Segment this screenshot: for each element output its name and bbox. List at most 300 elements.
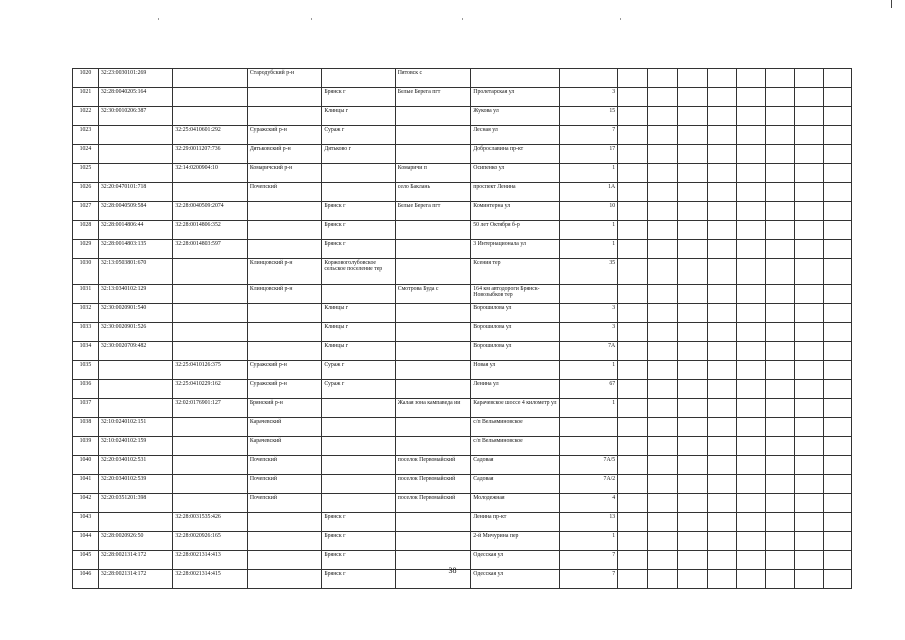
cell-empty	[823, 380, 851, 399]
table-row	[73, 164, 852, 183]
cell-empty	[708, 304, 737, 323]
cell-e2	[648, 418, 678, 437]
cell-street: Ксения тер	[471, 259, 560, 285]
cell-empty	[795, 240, 824, 259]
cell-empty	[737, 494, 766, 513]
cell-e1	[618, 202, 648, 221]
cell-town	[322, 456, 395, 475]
cell-no: 1035	[73, 361, 99, 380]
cell-town: Брянск г	[322, 551, 395, 570]
table-row	[73, 380, 852, 399]
cell-e3	[678, 164, 708, 183]
cell-cad2	[173, 494, 247, 513]
cell-empty	[737, 532, 766, 551]
cell-cad2: 32:25:0410229:162	[173, 380, 247, 399]
table-row	[73, 126, 852, 145]
cell-empty	[766, 342, 795, 361]
cell-no: 1027	[73, 202, 99, 221]
cell-e1	[618, 494, 648, 513]
cell-cad2	[173, 88, 247, 107]
cell-locality: Смотрова Буда с	[395, 285, 471, 304]
cell-cad1: 32:30:0020901:540	[98, 304, 172, 323]
cell-empty	[823, 399, 851, 418]
cell-region	[247, 304, 321, 323]
scan-corner-mark	[891, 0, 892, 8]
cell-region	[247, 532, 321, 551]
cell-cad1: 32:30:0020709:482	[98, 342, 172, 361]
cell-empty	[823, 88, 851, 107]
table-row	[73, 494, 852, 513]
cell-region: Почепский	[247, 456, 321, 475]
cell-e2	[648, 361, 678, 380]
cell-e3	[678, 107, 708, 126]
cell-cad2	[173, 418, 247, 437]
cell-empty	[708, 513, 737, 532]
cell-empty	[823, 259, 851, 285]
cell-e1	[618, 380, 648, 399]
cell-street: 3 Интернационала ул	[471, 240, 560, 259]
cell-empty	[737, 259, 766, 285]
cell-empty	[823, 202, 851, 221]
cell-cad1: 32:28:0020926:50	[98, 532, 172, 551]
cell-region: Стародубский р-н	[247, 69, 321, 88]
cell-empty	[795, 259, 824, 285]
cell-no: 1024	[73, 145, 99, 164]
cell-town: Брянск г	[322, 240, 395, 259]
cell-region: Суражский р-н	[247, 126, 321, 145]
cell-no: 1021	[73, 88, 99, 107]
cell-region: Суражский р-н	[247, 380, 321, 399]
cell-locality	[395, 304, 471, 323]
cell-house	[560, 69, 618, 88]
cell-empty	[708, 126, 737, 145]
cell-e2	[648, 437, 678, 456]
cell-e1	[618, 361, 648, 380]
cell-street: Садовая	[471, 475, 560, 494]
cell-empty	[737, 164, 766, 183]
table-row	[73, 202, 852, 221]
cell-locality	[395, 418, 471, 437]
table-row	[73, 361, 852, 380]
cell-cad2	[173, 475, 247, 494]
cell-empty	[737, 513, 766, 532]
cell-street: с/п Вельяминовское	[471, 437, 560, 456]
cell-town: Клинцы г	[322, 304, 395, 323]
cell-no: 1040	[73, 456, 99, 475]
cell-e3	[678, 380, 708, 399]
cell-empty	[737, 145, 766, 164]
cell-locality	[395, 437, 471, 456]
cell-empty	[795, 221, 824, 240]
cell-e2	[648, 456, 678, 475]
cell-region: Почепский	[247, 183, 321, 202]
cell-empty	[766, 145, 795, 164]
cell-empty	[737, 304, 766, 323]
cell-empty	[766, 494, 795, 513]
cell-cad1	[98, 145, 172, 164]
cell-e3	[678, 494, 708, 513]
cell-e1	[618, 183, 648, 202]
cell-cad1: 32:10:0240102:159	[98, 437, 172, 456]
cell-empty	[708, 240, 737, 259]
cell-cad1	[98, 126, 172, 145]
cell-locality	[395, 259, 471, 285]
table-row	[73, 323, 852, 342]
cell-cad2	[173, 259, 247, 285]
cell-e2	[648, 494, 678, 513]
cell-empty	[708, 456, 737, 475]
cell-no: 1022	[73, 107, 99, 126]
cell-e3	[678, 513, 708, 532]
cell-empty	[766, 221, 795, 240]
cell-empty	[737, 456, 766, 475]
cell-empty	[795, 532, 824, 551]
cell-cad1: 32:10:0240102:151	[98, 418, 172, 437]
cell-empty	[737, 380, 766, 399]
cell-town	[322, 164, 395, 183]
table-row	[73, 88, 852, 107]
cell-empty	[766, 259, 795, 285]
cell-no: 1036	[73, 380, 99, 399]
cell-e3	[678, 475, 708, 494]
cell-empty	[823, 456, 851, 475]
cell-empty	[795, 323, 824, 342]
cell-empty	[708, 107, 737, 126]
cell-cad1: 32:30:0020901:526	[98, 323, 172, 342]
cell-empty	[708, 202, 737, 221]
cell-e2	[648, 202, 678, 221]
cell-town: Брянск г	[322, 532, 395, 551]
cell-empty	[823, 145, 851, 164]
cell-e2	[648, 532, 678, 551]
table-row	[73, 69, 852, 88]
cell-town: Сураж г	[322, 361, 395, 380]
cell-street: Лесная ул	[471, 126, 560, 145]
scan-speck	[462, 18, 463, 20]
cell-empty	[823, 69, 851, 88]
cell-e1	[618, 304, 648, 323]
cell-e1	[618, 107, 648, 126]
cell-cad1: 32:28:0040205:164	[98, 88, 172, 107]
cell-empty	[708, 437, 737, 456]
cell-e1	[618, 513, 648, 532]
cell-e3	[678, 259, 708, 285]
cell-empty	[708, 183, 737, 202]
cell-e3	[678, 456, 708, 475]
cell-street: 2-й Мичурина пер	[471, 532, 560, 551]
cell-no: 1034	[73, 342, 99, 361]
cell-street: Коминтерна ул	[471, 202, 560, 221]
cell-town: Сураж г	[322, 380, 395, 399]
cell-cad1: 32:20:0340102:539	[98, 475, 172, 494]
cell-cad2	[173, 342, 247, 361]
cell-town	[322, 475, 395, 494]
cell-street: Жукова ул	[471, 107, 560, 126]
cell-town: Брянск г	[322, 221, 395, 240]
cell-town	[322, 494, 395, 513]
cell-house	[560, 285, 618, 304]
cell-empty	[795, 475, 824, 494]
cell-empty	[737, 202, 766, 221]
cell-house: 1	[560, 164, 618, 183]
scan-speck	[311, 18, 312, 20]
registry-table	[72, 68, 852, 589]
cell-town	[322, 437, 395, 456]
cell-empty	[766, 285, 795, 304]
cell-empty	[766, 532, 795, 551]
cell-empty	[795, 285, 824, 304]
cell-house: 1	[560, 361, 618, 380]
cell-empty	[823, 285, 851, 304]
cell-street: 164 км автодороги Брянск-Новозыбков тер	[471, 285, 560, 304]
cell-empty	[766, 69, 795, 88]
cell-street: Ворошилова ул	[471, 304, 560, 323]
cell-region	[247, 107, 321, 126]
cell-empty	[795, 126, 824, 145]
cell-e2	[648, 221, 678, 240]
cell-locality: поселок Первомайский	[395, 494, 471, 513]
cell-e2	[648, 399, 678, 418]
cell-empty	[708, 399, 737, 418]
cell-house	[560, 418, 618, 437]
cell-e3	[678, 342, 708, 361]
cell-street: Молодежная	[471, 494, 560, 513]
cell-empty	[737, 88, 766, 107]
cell-empty	[737, 221, 766, 240]
cell-cad1: 32:13:0340102:129	[98, 285, 172, 304]
table-row	[73, 285, 852, 304]
cell-region: Клинцовский р-н	[247, 259, 321, 285]
cell-cad2	[173, 456, 247, 475]
cell-house: 35	[560, 259, 618, 285]
cell-town	[322, 399, 395, 418]
cell-locality	[395, 513, 471, 532]
cell-no: 1046	[73, 570, 99, 589]
cell-locality	[395, 342, 471, 361]
cell-region	[247, 240, 321, 259]
cell-e3	[678, 418, 708, 437]
cell-e1	[618, 285, 648, 304]
cell-empty	[823, 164, 851, 183]
cell-cad1: 32:28:0014803:135	[98, 240, 172, 259]
cell-no: 1045	[73, 551, 99, 570]
cell-cad1: 32:20:0470101:718	[98, 183, 172, 202]
cell-locality	[395, 323, 471, 342]
cell-town: Коржовоголубовское сельское поселение тер	[322, 259, 395, 285]
cell-e3	[678, 399, 708, 418]
cell-e1	[618, 164, 648, 183]
cell-locality: поселок Первомайский	[395, 475, 471, 494]
cell-empty	[823, 494, 851, 513]
cell-empty	[823, 475, 851, 494]
cell-empty	[766, 164, 795, 183]
cell-house: 13	[560, 513, 618, 532]
cell-town: Брянск г	[322, 202, 395, 221]
cell-cad1: 32:13:0503801:670	[98, 259, 172, 285]
cell-region	[247, 513, 321, 532]
cell-locality: Пятовск с	[395, 69, 471, 88]
cell-no: 1032	[73, 304, 99, 323]
cell-empty	[823, 437, 851, 456]
cell-e3	[678, 532, 708, 551]
cell-region: Карачевский	[247, 437, 321, 456]
cell-e3	[678, 221, 708, 240]
cell-region	[247, 202, 321, 221]
cell-street: Одесская ул	[471, 570, 560, 589]
cell-e2	[648, 475, 678, 494]
cell-empty	[795, 342, 824, 361]
cell-house: 7А/5	[560, 456, 618, 475]
cell-cad2: 32:28:0021314:413	[173, 551, 247, 570]
cell-cad2: 32:28:0014806:352	[173, 221, 247, 240]
page-number: 38	[448, 566, 457, 575]
cell-empty	[795, 456, 824, 475]
cell-house: 4	[560, 494, 618, 513]
cell-cad2: 32:28:0014803:597	[173, 240, 247, 259]
cell-town	[322, 285, 395, 304]
cell-empty	[766, 456, 795, 475]
cell-empty	[766, 437, 795, 456]
cell-street: 50 лет Октября б-р	[471, 221, 560, 240]
cell-empty	[823, 418, 851, 437]
cell-locality: Белые Берега пгт	[395, 202, 471, 221]
cell-cad1	[98, 361, 172, 380]
cell-empty	[708, 418, 737, 437]
table-row	[73, 418, 852, 437]
cell-street: Одесская ул	[471, 551, 560, 570]
cell-town: Брянск г	[322, 88, 395, 107]
cell-e3	[678, 126, 708, 145]
cell-e2	[648, 183, 678, 202]
cell-cad1: 32:20:0340102:531	[98, 456, 172, 475]
cell-cad2	[173, 183, 247, 202]
cell-empty	[708, 361, 737, 380]
cell-empty	[708, 285, 737, 304]
cell-e3	[678, 202, 708, 221]
cell-e3	[678, 323, 708, 342]
cell-empty	[737, 437, 766, 456]
cell-street: Садовая	[471, 456, 560, 475]
cell-empty	[708, 88, 737, 107]
cell-cad2: 32:28:0040509:2074	[173, 202, 247, 221]
cell-empty	[708, 259, 737, 285]
cell-empty	[823, 240, 851, 259]
cell-empty	[737, 399, 766, 418]
cell-empty	[823, 361, 851, 380]
cell-town: Клинцы г	[322, 323, 395, 342]
cell-e1	[618, 145, 648, 164]
cell-empty	[823, 513, 851, 532]
cell-town	[322, 183, 395, 202]
cell-town	[322, 69, 395, 88]
cell-empty	[795, 304, 824, 323]
cell-e2	[648, 88, 678, 107]
table-row	[73, 107, 852, 126]
cell-cad1	[98, 164, 172, 183]
cell-no: 1043	[73, 513, 99, 532]
cell-empty	[795, 183, 824, 202]
cell-empty	[737, 240, 766, 259]
cell-empty	[737, 342, 766, 361]
cell-empty	[708, 532, 737, 551]
cell-region: Карачевский	[247, 418, 321, 437]
cell-empty	[795, 69, 824, 88]
cell-empty	[708, 164, 737, 183]
table-row	[73, 437, 852, 456]
cell-town: Сураж г	[322, 126, 395, 145]
cell-house: 7А/2	[560, 475, 618, 494]
cell-empty	[823, 183, 851, 202]
cell-house: 3	[560, 323, 618, 342]
table-row	[73, 221, 852, 240]
cell-empty	[737, 107, 766, 126]
cell-empty	[737, 361, 766, 380]
cell-cad1: 32:28:0040509:584	[98, 202, 172, 221]
cell-cad2: 32:14:0200904:10	[173, 164, 247, 183]
cell-e2	[648, 240, 678, 259]
cell-no: 1041	[73, 475, 99, 494]
cell-street: проспект Ленина	[471, 183, 560, 202]
cell-empty	[766, 126, 795, 145]
cell-street: Доброславина пр-кт	[471, 145, 560, 164]
cell-empty	[708, 323, 737, 342]
cell-locality	[395, 126, 471, 145]
cell-empty	[795, 418, 824, 437]
cell-e2	[648, 145, 678, 164]
table-row	[73, 240, 852, 259]
cell-empty	[766, 323, 795, 342]
cell-house: 10	[560, 202, 618, 221]
cell-empty	[795, 494, 824, 513]
cell-region: Суражский р-н	[247, 361, 321, 380]
cell-empty	[766, 202, 795, 221]
cell-locality	[395, 145, 471, 164]
table-row	[73, 342, 852, 361]
cell-empty	[708, 221, 737, 240]
cell-region: Клинцовский р-н	[247, 285, 321, 304]
cell-e3	[678, 240, 708, 259]
cell-locality	[395, 532, 471, 551]
cell-e3	[678, 285, 708, 304]
cell-town: Брянск г	[322, 513, 395, 532]
cell-house: 1	[560, 399, 618, 418]
cell-locality: село Баклань	[395, 183, 471, 202]
scan-speck	[620, 18, 621, 20]
cell-house: 3	[560, 304, 618, 323]
cell-empty	[823, 107, 851, 126]
cell-cad1: 32:28:0021314:172	[98, 570, 172, 589]
cell-e1	[618, 240, 648, 259]
cell-empty	[795, 437, 824, 456]
cell-e2	[648, 380, 678, 399]
cell-region: Брянский р-н	[247, 399, 321, 418]
cell-no: 1030	[73, 259, 99, 285]
cell-locality: Комаричи п	[395, 164, 471, 183]
cell-street: Пролетарская ул	[471, 88, 560, 107]
cell-region	[247, 323, 321, 342]
cell-cad2: 32:28:0031535:426	[173, 513, 247, 532]
cell-cad2	[173, 304, 247, 323]
cell-empty	[737, 183, 766, 202]
cell-empty	[823, 221, 851, 240]
cell-empty	[708, 475, 737, 494]
cell-cad2	[173, 437, 247, 456]
cell-e1	[618, 418, 648, 437]
cell-empty	[737, 285, 766, 304]
cell-no: 1042	[73, 494, 99, 513]
cell-region	[247, 342, 321, 361]
cell-street: Ворошилова ул	[471, 323, 560, 342]
